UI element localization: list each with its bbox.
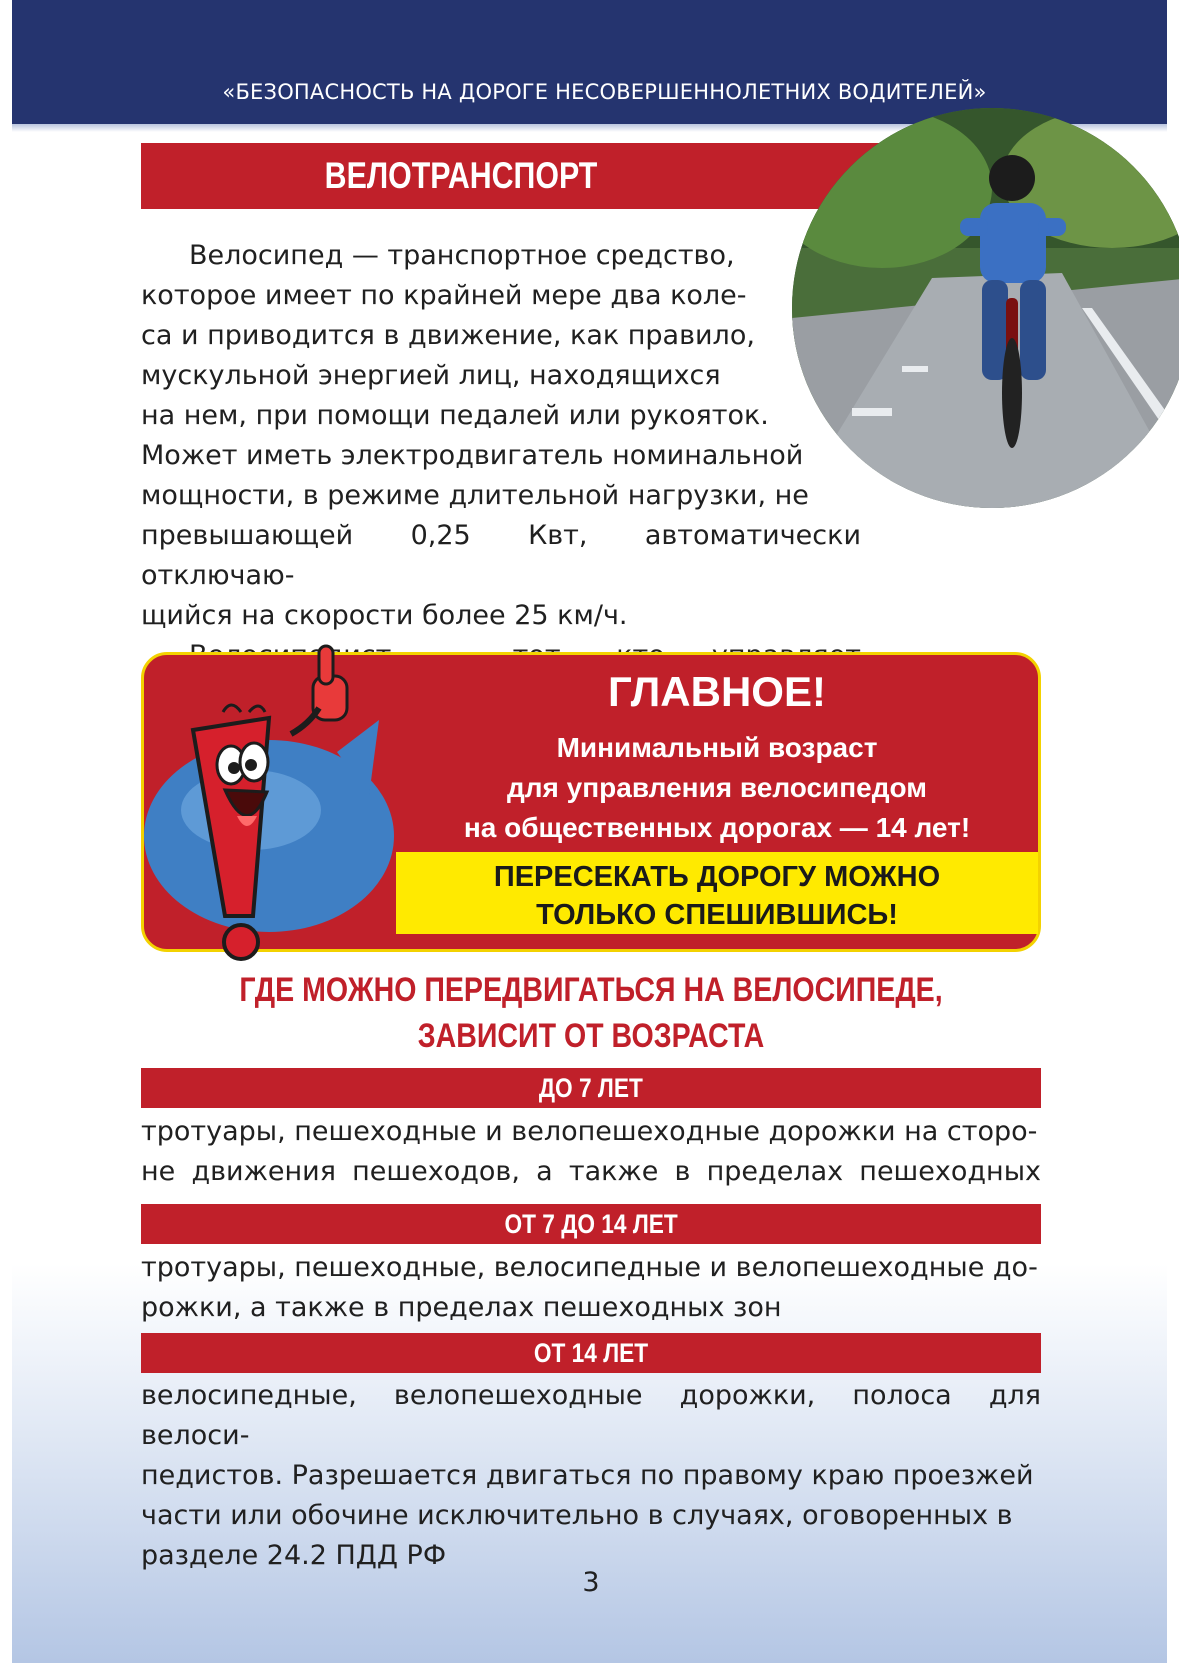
callout-warning bbox=[396, 858, 1038, 934]
text-line: са и приводится в движение, как правило, bbox=[141, 320, 755, 351]
callout-heading: ГЛАВНОЕ! bbox=[608, 668, 826, 715]
page-number: 3 bbox=[582, 1567, 600, 1598]
age-group-label: ДО 7 ЛЕТ bbox=[539, 1073, 643, 1103]
text-line: не движения пешеходов, а также в пределах пешеходных bbox=[141, 1156, 1041, 1187]
section-title: ВЕЛОТРАНСПОРТ bbox=[324, 155, 598, 196]
warning-line: ТОЛЬКО СПЕШИВШИСЬ! bbox=[536, 899, 898, 931]
text-line: велосипедные, велопешеходные дорожки, полоса для велоси- bbox=[141, 1380, 1041, 1451]
text-line: мощности, в режиме длительной нагрузки, не bbox=[141, 480, 809, 511]
section-title-bar bbox=[141, 143, 909, 209]
text-line: мускульной энергией лиц, находящихся bbox=[141, 360, 721, 391]
text-line: тротуары, пешеходные и велопешеходные дорожки на сторо- bbox=[141, 1116, 1038, 1147]
main-callout bbox=[141, 652, 1041, 952]
heading-line: ГДЕ МОЖНО ПЕРЕДВИГАТЬСЯ НА ВЕЛОСИПЕДЕ, bbox=[239, 971, 943, 1009]
text-line: превышающей 0,25 Квт, автоматически отключаю- bbox=[141, 520, 861, 591]
text-line: рожки, а также в пределах пешеходных зон bbox=[141, 1292, 782, 1323]
age-group-text-from-14 bbox=[141, 1376, 1041, 1576]
exclamation-mascot-illustration bbox=[141, 640, 401, 974]
bicycle-definition bbox=[141, 236, 861, 636]
callout-line: на общественных дорогах — 14 лет! bbox=[463, 812, 971, 843]
age-group-label: ОТ 7 ДО 14 ЛЕТ bbox=[504, 1209, 678, 1239]
text-line: Может иметь электродвигатель номинальной bbox=[141, 440, 804, 471]
header-band bbox=[12, 0, 1167, 124]
age-group-label-under-7 bbox=[141, 1068, 1041, 1108]
age-section-heading bbox=[213, 967, 969, 1059]
age-group-text-7-to-14 bbox=[141, 1248, 1041, 1328]
text-line: разделе 24.2 ПДД РФ bbox=[141, 1540, 447, 1571]
heading-line: ЗАВИСИТ ОТ ВОЗРАСТА bbox=[417, 1017, 765, 1055]
text-line: на нем, при помощи педалей или рукояток. bbox=[141, 400, 769, 431]
text-line: которое имеет по крайней мере два коле- bbox=[141, 280, 747, 311]
text-line: части или обочине исключительно в случаях, оговоренных в bbox=[141, 1500, 1013, 1531]
text-line: Велосипед — транспортное средство, bbox=[189, 240, 735, 271]
callout-line: Минимальный возраст bbox=[556, 732, 878, 763]
age-group-label-from-14 bbox=[141, 1333, 1041, 1373]
callout-line: для управления велосипедом bbox=[507, 772, 927, 803]
callout-text bbox=[396, 728, 1038, 848]
age-group-label: ОТ 14 ЛЕТ bbox=[533, 1338, 649, 1368]
age-group-label-7-to-14 bbox=[141, 1204, 1041, 1244]
header-title: «БЕЗОПАСНОСТЬ НА ДОРОГЕ НЕСОВЕРШЕННОЛЕТНИХ ВОДИТЕЛЕЙ» bbox=[222, 80, 987, 104]
text-line: педистов. Разрешается двигаться по правому краю проезжей bbox=[141, 1460, 1034, 1491]
text-line: щийся на скорости более 25 км/ч. bbox=[141, 600, 628, 631]
warning-line: ПЕРЕСЕКАТЬ ДОРОГУ МОЖНО bbox=[493, 861, 941, 893]
text-line: тротуары, пешеходные, велосипедные и велопешеходные до- bbox=[141, 1252, 1038, 1283]
